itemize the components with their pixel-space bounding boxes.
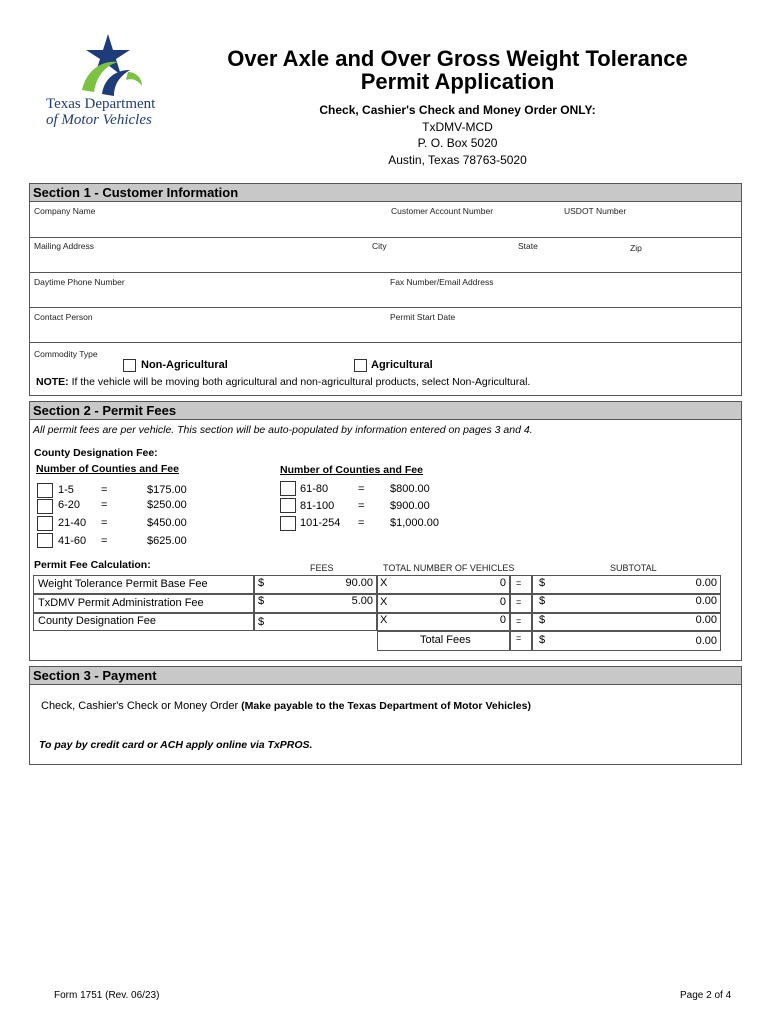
- star-swoosh-icon: [44, 32, 179, 102]
- state-label: State: [518, 241, 538, 251]
- zip-input[interactable]: [628, 255, 738, 270]
- col-total-vehicles-header: TOTAL NUMBER OF VEHICLES: [383, 563, 515, 573]
- vehicles-value: 0: [499, 614, 506, 626]
- county-eq: =: [358, 483, 365, 495]
- county-eq: =: [101, 484, 108, 496]
- section2-intro: All permit fees are per vehicle. This section will be auto-populated by information entered on pages 3 and 4.: [33, 424, 533, 436]
- company-name-input[interactable]: [32, 218, 382, 235]
- daytime-phone-label: Daytime Phone Number: [34, 277, 125, 287]
- non-agricultural-checkbox[interactable]: [123, 359, 136, 372]
- county-option-checkbox[interactable]: [37, 483, 53, 498]
- county-fee: $900.00: [390, 500, 430, 512]
- eq-sign: =: [516, 616, 522, 626]
- county-range: 21-40: [58, 517, 87, 529]
- county-fee-heading: County Designation Fee:: [34, 447, 158, 459]
- county-range: 6-20: [58, 499, 81, 511]
- non-agricultural-label: Non-Agricultural: [141, 359, 228, 371]
- usdot-input[interactable]: [562, 218, 738, 235]
- form-id: Form 1751 (Rev. 06/23): [54, 990, 160, 1001]
- company-name-label: Company Name: [34, 206, 96, 216]
- contact-person-label: Contact Person: [34, 312, 93, 322]
- county-eq: =: [358, 500, 365, 512]
- payment-online-note: To pay by credit card or ACH apply online via TxPROS.: [39, 739, 313, 751]
- payment-line1-bold: (Make payable to the Texas Department of Motor Vehicles): [241, 700, 531, 712]
- county-option-checkbox[interactable]: [280, 498, 296, 513]
- county-eq: =: [101, 499, 108, 511]
- county-fee: $1,000.00: [390, 517, 439, 529]
- county-fee: $250.00: [147, 499, 187, 511]
- multiply-sign: X: [380, 596, 388, 608]
- county-option-checkbox[interactable]: [37, 533, 53, 548]
- address-line3: Austin, Texas 78763-5020: [388, 153, 527, 167]
- counties-heading-left: Number of Counties and Fee: [36, 463, 179, 475]
- note-text: If the vehicle will be moving both agricultural and non-agricultural products, select Non-Agricultural.: [68, 376, 531, 388]
- county-range: 41-60: [58, 535, 87, 547]
- county-fee: $450.00: [147, 517, 187, 529]
- address-line1: TxDMV-MCD: [422, 120, 493, 134]
- county-eq: =: [101, 517, 108, 529]
- county-option-checkbox[interactable]: [280, 481, 296, 496]
- col-fees-header: FEES: [310, 563, 334, 573]
- city-input[interactable]: [370, 253, 510, 270]
- subtotal-dollar: $: [539, 614, 546, 626]
- section1-title: Section 1 - Customer Information: [29, 183, 742, 202]
- county-range: 81-100: [300, 500, 335, 512]
- fee-row-label: County Designation Fee: [38, 615, 157, 627]
- calc-heading: Permit Fee Calculation:: [34, 559, 151, 571]
- zip-label: Zip: [630, 243, 642, 253]
- payment-note: Check, Cashier's Check and Money Order ONLY:: [319, 103, 596, 117]
- fee-dollar: $: [258, 616, 265, 628]
- county-range: 1-5: [58, 484, 74, 496]
- fee-dollar: $: [258, 577, 265, 589]
- total-fees-label: Total Fees: [420, 634, 471, 646]
- customer-account-label: Customer Account Number: [391, 206, 494, 216]
- logo-text-line2: of Motor Vehicles: [46, 112, 152, 128]
- fax-email-input[interactable]: [388, 289, 738, 305]
- usdot-label: USDOT Number: [564, 206, 627, 216]
- txdmv-logo: [44, 32, 179, 128]
- permit-start-date-input[interactable]: [388, 324, 738, 340]
- fee-dollar: $: [258, 595, 265, 607]
- permit-start-date-label: Permit Start Date: [390, 312, 456, 322]
- customer-account-input[interactable]: [389, 218, 559, 235]
- commodity-note: [36, 376, 530, 388]
- section3-title: Section 3 - Payment: [29, 666, 742, 685]
- fee-row-label: TxDMV Permit Administration Fee: [38, 597, 204, 609]
- section2-title: Section 2 - Permit Fees: [29, 401, 742, 420]
- counties-heading-right: Number of Counties and Fee: [280, 464, 423, 476]
- fee-value: 90.00: [345, 577, 373, 589]
- col-subtotal-header: SUBTOTAL: [610, 563, 657, 573]
- form-title-line2: Permit Application: [360, 69, 555, 94]
- subtotal-dollar: $: [539, 577, 546, 589]
- multiply-sign: X: [380, 577, 388, 589]
- subtotal-value: 0.00: [695, 577, 717, 589]
- county-option-checkbox[interactable]: [280, 516, 296, 531]
- note-label: NOTE:: [36, 376, 69, 388]
- total-value: 0.00: [695, 635, 717, 647]
- subtotal-value: 0.00: [695, 614, 717, 626]
- multiply-sign: X: [380, 614, 388, 626]
- eq-sign: =: [516, 597, 522, 607]
- commodity-type-label: Commodity Type: [34, 349, 98, 359]
- daytime-phone-input[interactable]: [32, 289, 382, 305]
- fee-row-label: Weight Tolerance Permit Base Fee: [38, 578, 208, 590]
- county-eq: =: [101, 535, 108, 547]
- eq-sign: =: [516, 633, 522, 643]
- county-range: 61-80: [300, 483, 329, 495]
- total-dollar: $: [539, 634, 546, 646]
- county-range: 101-254: [300, 517, 341, 529]
- county-fee: $175.00: [147, 484, 187, 496]
- mailing-address-label: Mailing Address: [34, 241, 95, 251]
- logo-text-line1: Texas Department: [46, 96, 156, 112]
- county-option-checkbox[interactable]: [37, 516, 53, 531]
- page-number: Page 2 of 4: [680, 990, 732, 1001]
- address-line2: P. O. Box 5020: [417, 136, 498, 150]
- mailing-address-input[interactable]: [32, 253, 362, 270]
- county-fee: $625.00: [147, 535, 187, 547]
- payment-line1: [41, 700, 531, 712]
- fee-value: 5.00: [351, 595, 373, 607]
- contact-person-input[interactable]: [32, 324, 382, 340]
- eq-sign: =: [516, 578, 522, 588]
- subtotal-dollar: $: [539, 595, 546, 607]
- vehicles-value: 0: [499, 577, 506, 589]
- agricultural-label: Agricultural: [371, 359, 433, 371]
- payment-line1-plain: Check, Cashier's Check or Money Order: [41, 700, 242, 712]
- county-option-checkbox[interactable]: [37, 499, 53, 514]
- fee-cell: [254, 613, 377, 631]
- subtotal-value: 0.00: [695, 595, 717, 607]
- county-fee: $800.00: [390, 483, 430, 495]
- agricultural-checkbox[interactable]: [354, 359, 367, 372]
- vehicles-value: 0: [499, 596, 506, 608]
- state-input[interactable]: [516, 253, 616, 270]
- fax-email-label: Fax Number/Email Address: [390, 277, 494, 287]
- city-label: City: [372, 241, 387, 251]
- form-title-line1: Over Axle and Over Gross Weight Tolerance: [227, 46, 688, 71]
- county-eq: =: [358, 517, 365, 529]
